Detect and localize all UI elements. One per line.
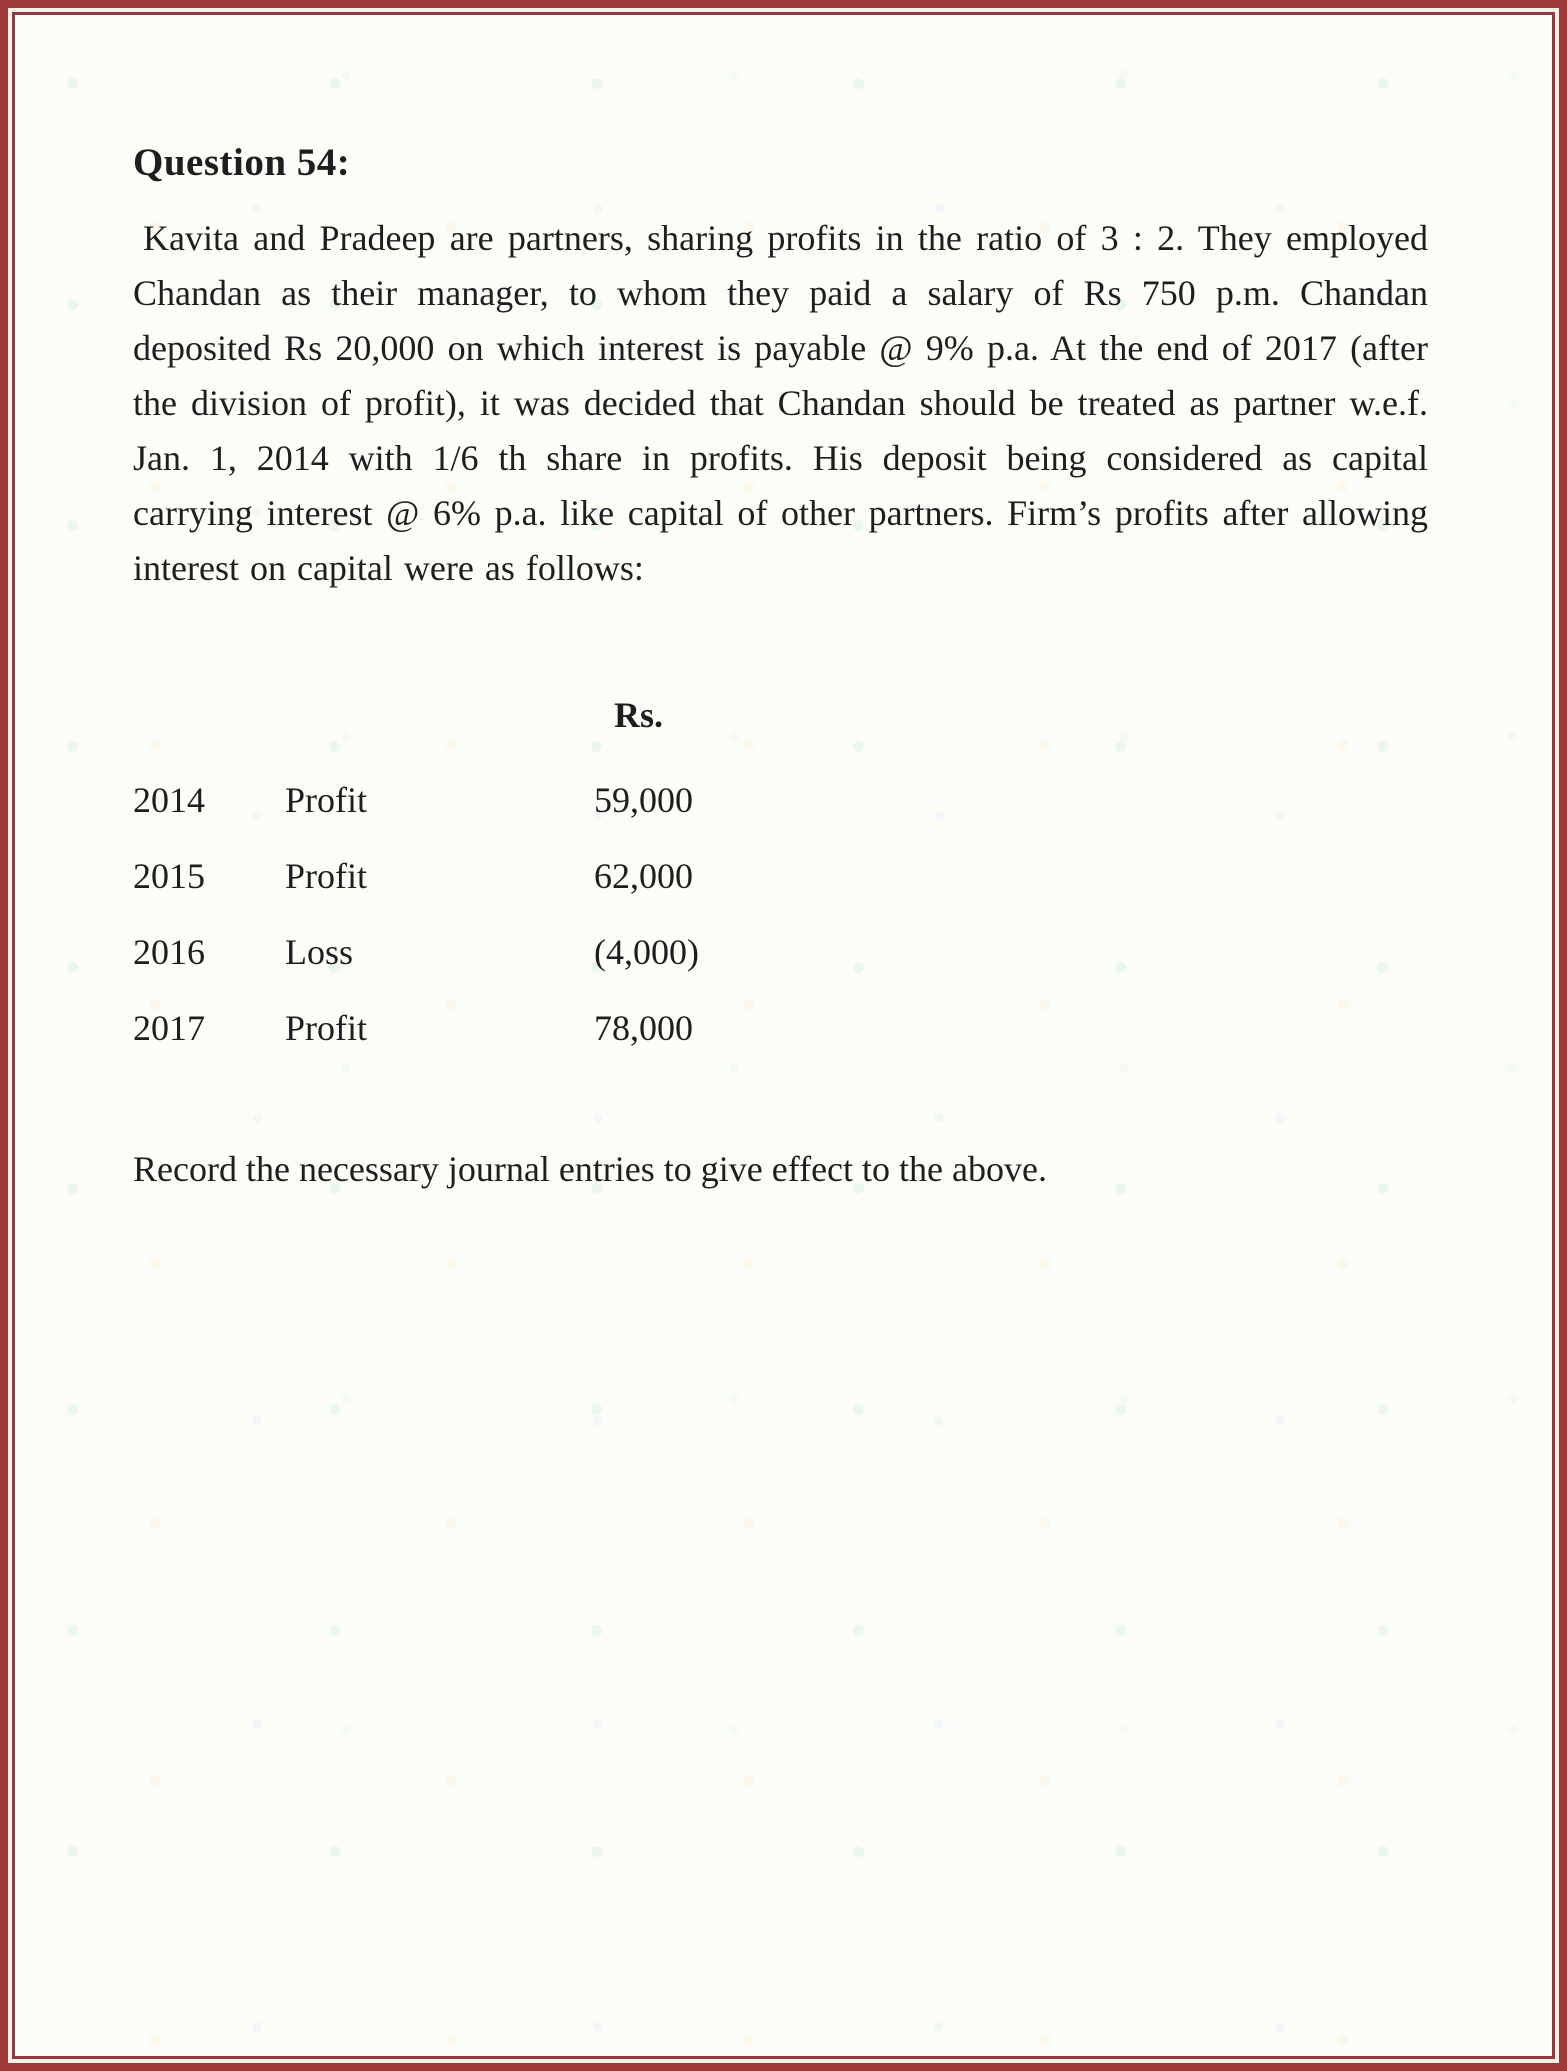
question-heading: Question 54:	[133, 141, 351, 184]
currency-column-header: Rs.	[614, 695, 664, 735]
page-content	[12, 12, 1555, 2059]
table-row	[133, 778, 1428, 822]
amount-cell: 59,000	[594, 780, 693, 820]
result-type-cell: Profit	[285, 780, 368, 820]
profits-table-rows	[133, 778, 1428, 1050]
result-type-cell: Profit	[285, 1008, 368, 1048]
table-row	[133, 1006, 1428, 1050]
table-row	[133, 854, 1428, 898]
instruction-text: Record the necessary journal entries to give effect to the above.	[133, 1149, 1047, 1189]
result-type-cell: Loss	[285, 932, 354, 972]
year-cell: 2017	[133, 1008, 205, 1048]
question-paragraph: Kavita and Pradeep are partners, sharing profits in the ratio of 3 : 2. They employed Chandan as their manager, to whom they paid a salary of Rs 750 p.m. Chandan deposited Rs 20,000 on which interest is payable @ 9% p.a. At the end of 2017 (after the division of profit), it was decided that Chandan should be treated as partner w.e.f. Jan. 1, 2014 with 1/6 th share in profits. His deposit being considered as capital carrying interest @ 6% p.a. like capital of other partners. Firm’s profits after allowing interest on capital were as follows:	[133, 218, 1428, 588]
amount-cell: 78,000	[594, 1008, 693, 1048]
amount-cell: (4,000)	[594, 932, 699, 972]
amount-cell: 62,000	[594, 856, 693, 896]
profits-table	[133, 694, 1428, 1050]
year-cell: 2014	[133, 780, 205, 820]
year-cell: 2015	[133, 856, 205, 896]
table-row	[133, 930, 1428, 974]
year-cell: 2016	[133, 932, 205, 972]
page-frame	[8, 8, 1559, 2063]
result-type-cell: Profit	[285, 856, 368, 896]
